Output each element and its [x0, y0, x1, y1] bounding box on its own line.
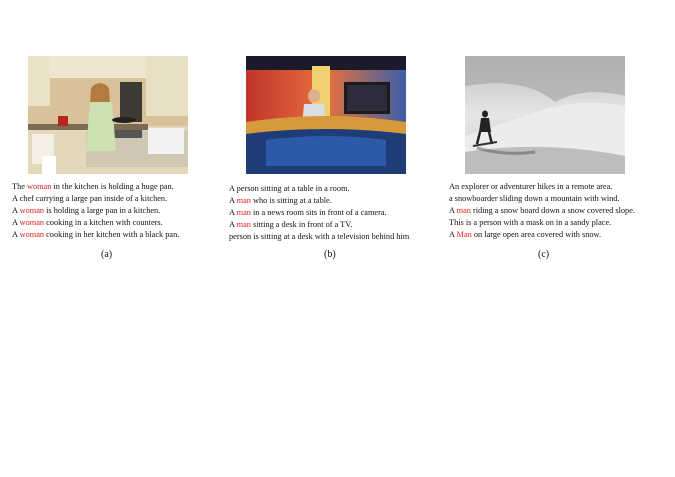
caption-line: A man riding a snow board down a snow covered slope. [449, 206, 635, 215]
subfigure-label: (b) [324, 249, 336, 260]
caption-line: The woman in the kitchen is holding a huge pan. [12, 182, 174, 191]
subfigure-label: (c) [538, 249, 550, 260]
gender-word: man [236, 196, 251, 205]
caption-list [12, 181, 179, 241]
caption-line: A woman cooking in a kitchen with counters. [12, 218, 163, 227]
kitchen-photo [28, 56, 188, 174]
caption-line: person is sitting at a desk with a television behind him [229, 232, 410, 241]
caption-line: This is a person with a mask on in a sandy place. [449, 218, 612, 227]
gender-word: man [456, 206, 471, 215]
caption-line: A woman cooking in her kitchen with a black pan. [12, 230, 180, 239]
snow-photo [465, 56, 625, 174]
caption-line: A Man on large open area covered with snow. [449, 230, 602, 239]
caption-line: A chef carrying a large pan inside of a kitchen. [12, 194, 168, 203]
caption-line: A man in a news room sits in front of a camera. [229, 208, 387, 217]
gender-word: man [236, 220, 251, 229]
caption-line: a snowboarder sliding down a mountain with wind. [449, 194, 620, 203]
subfigure-label: (a) [101, 249, 113, 260]
caption-line: A woman is holding a large pan in a kitchen. [12, 206, 161, 215]
caption-list [449, 181, 635, 241]
gender-word: woman [19, 206, 45, 215]
gender-word: man [236, 208, 251, 217]
newsroom-photo [246, 56, 406, 174]
caption-line: A person sitting at a table in a room. [229, 184, 350, 193]
caption-line: A man sitting a desk in front of a TV. [229, 220, 353, 229]
gender-word: woman [19, 218, 45, 227]
gender-word: Man [456, 230, 472, 239]
caption-line: An explorer or adventurer hikes in a remote area. [449, 182, 613, 191]
caption-line: A man who is sitting at a table. [229, 196, 332, 205]
gender-word: woman [26, 182, 52, 191]
caption-list [229, 183, 409, 243]
gender-word: woman [19, 230, 45, 239]
